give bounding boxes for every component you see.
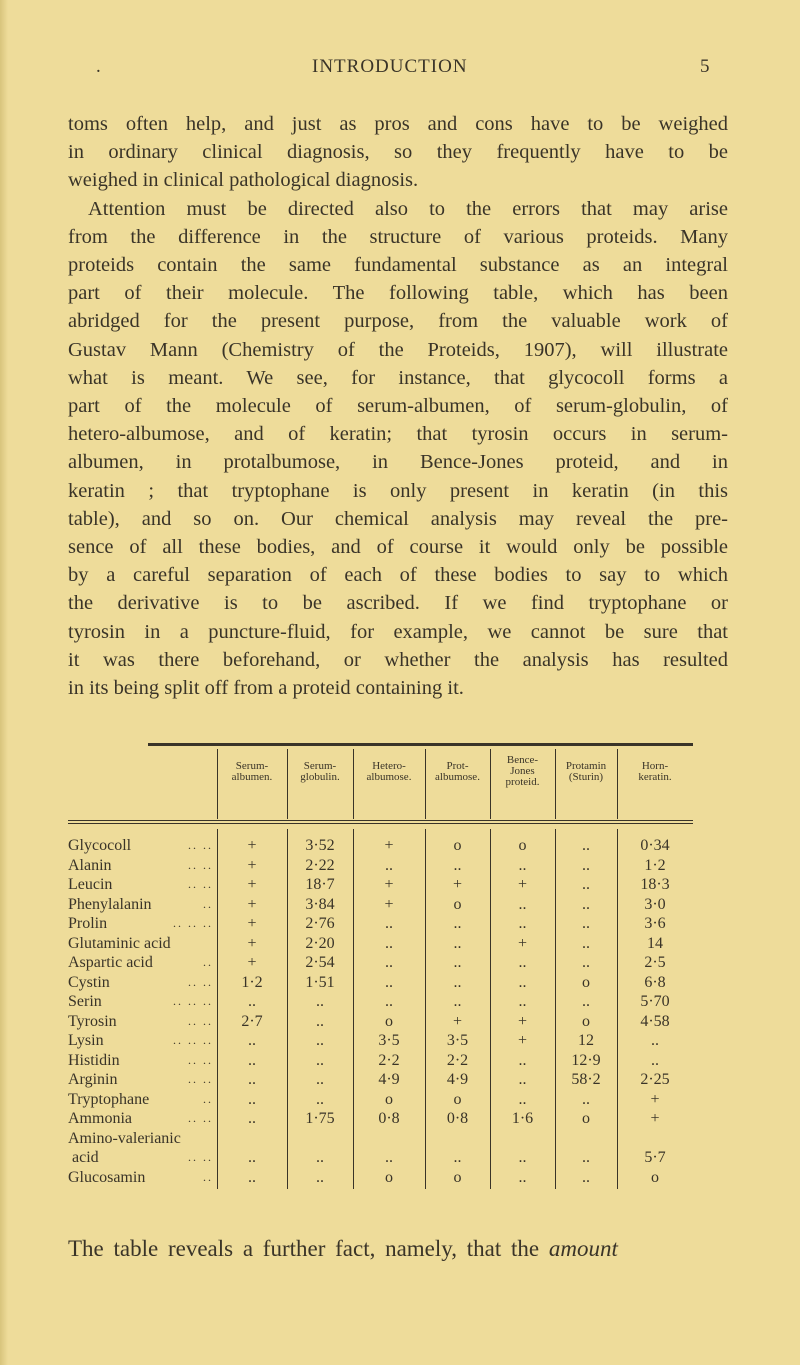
- table-cell: 3·0: [644, 895, 666, 913]
- text-line: by a careful separation of each of these bodies to say to which: [68, 564, 728, 587]
- table-cell: ..: [651, 1032, 659, 1049]
- column-header: [490, 755, 555, 788]
- table-row: [68, 875, 693, 895]
- row-label-text: Cystin: [68, 973, 110, 991]
- table-cell: o: [453, 895, 462, 913]
- row-label-text: Glycocoll: [68, 837, 132, 854]
- column-divider: [555, 829, 556, 1189]
- table-cell: ..: [385, 973, 393, 991]
- row-label: [68, 1051, 213, 1071]
- table-cell: ..: [316, 1071, 324, 1088]
- table-cell: 1·6: [511, 1110, 534, 1127]
- column-divider: [353, 749, 354, 819]
- table-cell: ..: [518, 993, 527, 1010]
- table-cell: ..: [385, 993, 393, 1010]
- column-divider: [217, 829, 218, 1189]
- table-cell: 2·76: [305, 915, 335, 932]
- row-label: [68, 914, 213, 934]
- amino-acid-table: [68, 743, 693, 1193]
- row-label-text: Tyrosin: [68, 1012, 117, 1030]
- table-cell: 14: [647, 934, 663, 952]
- leader-dots: .. ..: [188, 1013, 213, 1028]
- text-line: it was there beforehand, or whether the analysis has resulted: [68, 648, 728, 671]
- text-line: tyrosin in a puncture-fluid, for example, we cannot be sure that: [68, 620, 728, 643]
- running-header: [0, 56, 800, 86]
- column-divider: [353, 829, 354, 1189]
- body-paragraph: [68, 110, 728, 702]
- text-line: in its being split off from a proteid containing it.: [68, 677, 464, 700]
- row-label: [68, 836, 213, 856]
- column-header: [617, 761, 693, 783]
- row-label-text: Prolin: [68, 915, 108, 932]
- row-label: [68, 1129, 213, 1166]
- text-line: part of the molecule of serum-albumen, of serum-globulin, of: [68, 395, 728, 418]
- table-cell: o: [582, 973, 590, 991]
- table-cell: 3·84: [305, 895, 335, 913]
- column-header-line: keratin.: [638, 771, 672, 783]
- table-cell: ..: [385, 954, 393, 971]
- row-label: [68, 1168, 213, 1188]
- table-cell: ..: [316, 1168, 324, 1186]
- column-header-line: Serum-: [303, 760, 337, 772]
- column-header-line: proteid.: [505, 776, 540, 788]
- table-cell: +: [247, 856, 257, 874]
- table-cell: o: [385, 1012, 393, 1030]
- row-label: [68, 1070, 213, 1090]
- column-divider: [490, 829, 491, 1189]
- text-line: hetero-albumose, and of keratin; that tyrosin occurs in serum-: [68, 423, 728, 446]
- leader-dots: .. ..: [188, 1052, 213, 1067]
- text-line: part of their molecule. The following table, which has been: [68, 282, 728, 305]
- table-cell: 3·52: [305, 837, 335, 854]
- table-cell: o: [651, 1168, 659, 1186]
- table-cell: 1·2: [644, 856, 666, 874]
- table-cell: +: [384, 895, 394, 913]
- table-cell: ..: [518, 1051, 527, 1069]
- column-divider: [425, 829, 426, 1189]
- table-cell: +: [650, 1090, 660, 1108]
- row-label-text: acid: [72, 1149, 99, 1166]
- table-cell: 12: [578, 1032, 594, 1049]
- table-cell: 18·3: [640, 876, 670, 893]
- row-label-text: Alanin: [68, 856, 112, 874]
- table-cell: ..: [316, 1051, 324, 1069]
- leader-dots: .. ..: [188, 838, 213, 852]
- table-cell: ..: [453, 1149, 462, 1166]
- row-label-text: Phenylalanin: [68, 895, 152, 913]
- table-cell: ..: [582, 837, 590, 854]
- row-label-text: Glucosamin: [68, 1168, 146, 1186]
- table-cell: ..: [385, 1149, 393, 1166]
- table-cell: 2·2: [378, 1051, 400, 1069]
- table-row: [68, 895, 693, 915]
- table-row: [68, 856, 693, 876]
- header-rule: [68, 820, 693, 821]
- text-line: what is meant. We see, for instance, that glycocoll forms a: [68, 366, 728, 389]
- leader-dots: .. ..: [188, 857, 213, 872]
- text-line: proteids contain the same fundamental substance as an integral: [68, 254, 728, 277]
- row-label: [68, 875, 213, 895]
- row-label-text: Aspartic acid: [68, 954, 153, 971]
- table-cell: ..: [453, 973, 462, 991]
- table-cell: ..: [385, 856, 393, 874]
- row-label-text: Tryptophane: [68, 1090, 150, 1108]
- table-cell: o: [518, 837, 527, 854]
- table-cell: 2·25: [640, 1071, 670, 1088]
- table-cell: 5·7: [644, 1149, 666, 1166]
- table-cell: 6·8: [644, 973, 666, 991]
- table-cell: 4·9: [446, 1071, 469, 1088]
- table-row: [68, 992, 693, 1012]
- table-cell: +: [247, 954, 257, 971]
- column-header: [287, 761, 353, 783]
- table-row: [68, 1090, 693, 1110]
- table-cell: 3·5: [446, 1032, 469, 1049]
- column-header: [425, 761, 490, 783]
- column-header-line: albumose.: [366, 771, 412, 783]
- row-label-text: Histidin: [68, 1051, 120, 1069]
- table-cell: 1·75: [305, 1110, 335, 1127]
- table-cell: 2·54: [305, 954, 335, 971]
- table-cell: ..: [582, 856, 590, 874]
- leader-dots: ..: [203, 896, 213, 911]
- table-cell: 1·51: [305, 973, 335, 991]
- table-cell: +: [517, 1012, 528, 1030]
- table-cell: ..: [248, 1051, 256, 1069]
- table-cell: 12·9: [571, 1051, 601, 1069]
- table-cell: +: [517, 934, 528, 952]
- table-row: [68, 1070, 693, 1090]
- row-label: [68, 1031, 213, 1051]
- table-row: [68, 953, 693, 973]
- page-edge: [0, 0, 8, 1365]
- leader-dots: .. ..: [188, 877, 213, 891]
- table-cell: o: [582, 1012, 590, 1030]
- table-cell: 2·2: [446, 1051, 469, 1069]
- table-cell: +: [247, 915, 257, 932]
- continuation-line: [68, 1236, 728, 1262]
- text-line: Attention must be directed also to the errors that may arise: [88, 197, 728, 220]
- table-row: [68, 1031, 693, 1051]
- text-line: from the difference in the structure of various proteids. Many: [68, 225, 728, 248]
- table-cell: o: [385, 1168, 393, 1186]
- row-label: [68, 1090, 213, 1110]
- table-cell: ..: [453, 993, 462, 1010]
- row-label: [68, 953, 213, 973]
- text-line: Gustav Mann (Chemistry of the Proteids, 1907), will illustrate: [68, 338, 728, 361]
- table-cell: ..: [316, 1149, 324, 1166]
- table-cell: +: [384, 876, 394, 893]
- text-line: albumen, in protalbumose, in Bence-Jones proteid, and in: [68, 451, 728, 474]
- table-cell: o: [582, 1110, 590, 1127]
- header-mark: .: [96, 56, 102, 77]
- table-cell: ..: [582, 1168, 590, 1186]
- table-cell: ..: [248, 993, 256, 1010]
- row-label: [68, 934, 213, 954]
- column-header: [217, 761, 287, 783]
- column-header-line: Bence-: [506, 754, 539, 766]
- row-label-text: Arginin: [68, 1071, 118, 1088]
- table-cell: +: [247, 895, 257, 913]
- table-row: [68, 1051, 693, 1071]
- column-divider: [617, 749, 618, 819]
- table-cell: +: [452, 1012, 463, 1030]
- table-row: [68, 1109, 693, 1129]
- table-row: [68, 1129, 693, 1166]
- table-cell: 1·2: [241, 973, 263, 991]
- table-cell: ..: [518, 856, 527, 874]
- page-number: 5: [700, 56, 711, 77]
- leader-dots: .. ..: [188, 974, 213, 989]
- table-cell: ..: [453, 954, 462, 971]
- leader-dots: ..: [203, 955, 213, 969]
- row-label: [68, 856, 213, 876]
- column-header-line: albumose.: [435, 771, 480, 783]
- text-line: abridged for the present purpose, from the valuable work of: [68, 310, 728, 333]
- column-header-line: Horn-: [641, 760, 669, 772]
- column-divider: [425, 749, 426, 819]
- table-cell: ..: [316, 993, 324, 1010]
- table-cell: ..: [518, 1168, 527, 1186]
- table-cell: +: [452, 876, 463, 893]
- table-cell: ..: [582, 915, 590, 932]
- table-cell: ..: [248, 1032, 256, 1049]
- row-label: [68, 992, 213, 1012]
- text-line: in ordinary clinical diagnosis, so they frequently have to be: [68, 141, 728, 164]
- table-cell: 5·70: [640, 993, 670, 1010]
- row-label-text: Glutaminic acid: [68, 934, 171, 952]
- table-cell: ..: [518, 1090, 527, 1108]
- column-header-line: Protamin: [565, 760, 607, 772]
- row-label-text: Ammonia: [68, 1110, 132, 1127]
- table-cell: ..: [453, 934, 462, 952]
- table-cell: ..: [248, 1071, 256, 1088]
- text-line: toms often help, and just as pros and cons have to be weighed: [68, 113, 728, 135]
- table-cell: ..: [518, 1149, 527, 1166]
- table-cell: ..: [316, 1012, 324, 1030]
- table-cell: ..: [518, 915, 527, 932]
- leader-dots: .. .. ..: [173, 994, 213, 1008]
- leader-dots: .. ..: [188, 1072, 213, 1086]
- column-divider: [217, 749, 218, 819]
- row-label: [68, 1012, 213, 1032]
- table-cell: 0·8: [378, 1110, 400, 1127]
- continuation-text: The table reveals a further fact, namely, that the: [68, 1236, 540, 1261]
- table-cell: 3·6: [644, 915, 666, 932]
- table-top-rule: [148, 743, 693, 746]
- table-cell: ..: [582, 993, 590, 1010]
- column-header: [555, 761, 617, 783]
- table-cell: +: [650, 1110, 660, 1127]
- table-cell: ..: [316, 1032, 324, 1049]
- table-cell: ..: [453, 856, 462, 874]
- table-row: [68, 1168, 693, 1188]
- table-cell: ..: [582, 895, 590, 913]
- leader-dots: .. ..: [188, 1111, 213, 1125]
- row-label: [68, 973, 213, 993]
- table-cell: ..: [385, 934, 393, 952]
- column-header-line: globulin.: [300, 771, 340, 783]
- table-cell: 0·34: [640, 837, 670, 854]
- table-cell: 4·9: [378, 1071, 400, 1088]
- table-cell: ..: [582, 1090, 590, 1108]
- column-header-line: (Sturin): [568, 771, 604, 783]
- table-cell: ..: [582, 954, 590, 971]
- header-title: INTRODUCTION: [312, 56, 468, 77]
- table-cell: ..: [248, 1090, 256, 1108]
- table-cell: ..: [518, 895, 527, 913]
- leader-dots: .. .. ..: [173, 916, 213, 930]
- table-cell: ..: [651, 1051, 659, 1069]
- text-line: keratin ; that tryptophane is only present in keratin (in this: [68, 479, 728, 502]
- table-cell: 2·22: [305, 856, 335, 874]
- table-cell: +: [247, 876, 257, 893]
- table-cell: ..: [518, 1071, 527, 1088]
- column-header-line: Prot-: [446, 760, 469, 772]
- row-label-text: Leucin: [68, 876, 113, 893]
- table-cell: +: [517, 1032, 528, 1049]
- table-cell: o: [453, 837, 462, 854]
- table-row: [68, 973, 693, 993]
- column-divider: [555, 749, 556, 819]
- table-cell: +: [384, 837, 394, 854]
- leader-dots: ..: [203, 1091, 213, 1106]
- table-cell: 0·8: [446, 1110, 469, 1127]
- table-cell: ..: [248, 1149, 256, 1166]
- table-cell: 4·58: [640, 1012, 670, 1030]
- row-label: [68, 1109, 213, 1129]
- column-divider: [617, 829, 618, 1189]
- table-cell: ..: [582, 934, 590, 952]
- table-cell: +: [247, 837, 257, 854]
- table-cell: o: [453, 1090, 462, 1108]
- leader-dots: ..: [203, 1169, 213, 1184]
- table-cell: 58·2: [571, 1071, 601, 1088]
- table-cell: ..: [385, 915, 393, 932]
- continuation-italic: amount: [548, 1236, 618, 1261]
- text-line: table), and so on. Our chemical analysis may reveal the pre-: [68, 507, 728, 530]
- column-header-line: Jones: [510, 765, 535, 777]
- row-label-text: Serin: [68, 993, 102, 1010]
- text-line: the derivative is to be ascribed. If we find tryptophane or: [68, 592, 728, 615]
- table-cell: ..: [316, 1090, 324, 1108]
- column-header-line: albumen.: [231, 771, 273, 783]
- table-cell: ..: [518, 973, 527, 991]
- column-divider: [287, 829, 288, 1189]
- table-cell: 2·20: [305, 934, 335, 952]
- column-header: [353, 761, 425, 783]
- table-cell: o: [385, 1090, 393, 1108]
- text-line: sence of all these bodies, and of course it would only be possible: [68, 536, 728, 559]
- column-divider: [287, 749, 288, 819]
- column-header-line: Hetero-: [372, 760, 406, 772]
- table-row: [68, 934, 693, 954]
- table-cell: ..: [582, 876, 590, 893]
- table-cell: +: [517, 876, 528, 893]
- table-row: [68, 1012, 693, 1032]
- row-label-text: Lysin: [68, 1032, 104, 1049]
- text-line: weighed in clinical pathological diagnosis.: [68, 169, 419, 192]
- table-cell: ..: [248, 1168, 256, 1186]
- table-cell: o: [453, 1168, 462, 1186]
- table-row: [68, 914, 693, 934]
- table-cell: ..: [453, 915, 462, 932]
- leader-dots: .. .. ..: [173, 1033, 213, 1047]
- table-row: [68, 836, 693, 856]
- table-cell: ..: [518, 954, 527, 971]
- table-cell: 3·5: [378, 1032, 400, 1049]
- table-cell: 18·7: [305, 876, 335, 893]
- table-cell: ..: [248, 1110, 256, 1127]
- table-cell: +: [247, 934, 257, 952]
- header-rule-2: [68, 823, 693, 824]
- leader-dots: .. ..: [188, 1150, 213, 1164]
- table-cell: ..: [582, 1149, 590, 1166]
- table-cell: 2·7: [241, 1012, 263, 1030]
- row-label: [68, 895, 213, 915]
- column-header-line: Serum-: [235, 760, 269, 772]
- row-label-text: Amino-valerianic: [68, 1129, 181, 1147]
- table-cell: 2·5: [644, 954, 666, 971]
